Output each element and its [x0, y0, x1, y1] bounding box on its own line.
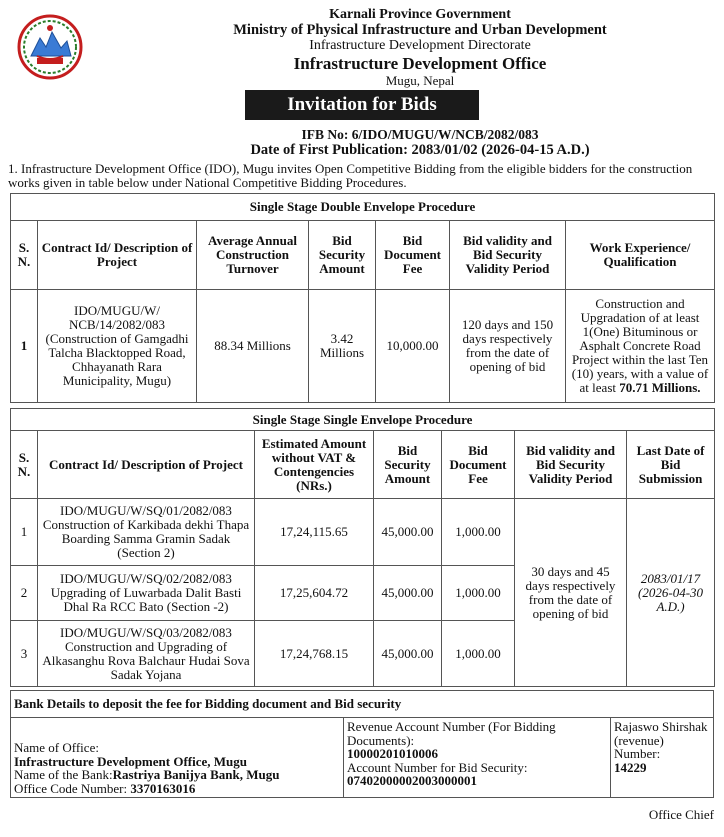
table1-header-security: Bid Security Amount — [309, 221, 376, 290]
row-sn: 2 — [11, 566, 38, 621]
table2-header-validity: Bid validity and Bid Security Validity Period — [515, 431, 627, 499]
row-fee: 10,000.00 — [376, 290, 450, 403]
table-row — [11, 290, 715, 403]
office-bank-cell — [11, 718, 344, 798]
row-fee: 1,000.00 — [442, 621, 515, 687]
table2-header-security: Bid Security Amount — [374, 431, 442, 499]
row-sn: 1 — [11, 290, 38, 403]
row-sn: 1 — [11, 499, 38, 566]
publication-date: Date of First Publication: 2083/01/02 (2026-04-15 A.D.) — [250, 141, 590, 158]
bank-line — [14, 768, 340, 782]
last-date-cell: 2083/01/17 (2026-04-30 A.D.) — [627, 499, 715, 687]
double-envelope-table — [10, 193, 715, 403]
table1-header-fee: Bid Document Fee — [376, 221, 450, 290]
table1-header-desc: Contract Id/ Description of Project — [38, 221, 197, 290]
ifb-number: IFB No: 6/IDO/MUGU/W/NCB/2082/083 — [301, 127, 539, 142]
notice-title: Invitation for Bids — [245, 90, 479, 120]
table2-header-last-date: Last Date of Bid Submission — [627, 431, 715, 499]
validity-cell: 30 days and 45 days respectively from the date of opening of bid — [515, 499, 627, 687]
experience-text: Construction and Upgradation of at least 1(One) Bituminous or Asphalt Concrete Road Project within the last Ten (10) years, with a value of at least — [571, 296, 709, 395]
office-location: Mugu, Nepal — [385, 72, 455, 88]
rajaswo-value: 14229 — [614, 759, 647, 775]
table1-caption: Single Stage Double Envelope Procedure — [11, 194, 715, 221]
double-envelope-table-wrap — [10, 193, 714, 403]
office-value: Infrastructure Development Office, Mugu — [14, 753, 247, 769]
row-turnover: 88.34 Millions — [197, 290, 309, 403]
row-amount: 17,25,604.72 — [255, 566, 374, 621]
row-desc: IDO/MUGU/W/SQ/01/2082/083 Construction of Karkibada dekhi Thapa Boarding Samma Gramin Sadak (Section 2) — [38, 499, 255, 566]
row-security: 45,000.00 — [374, 499, 442, 566]
security-account-label: Account Number for Bid Security: — [347, 759, 528, 775]
row-security: 3.42 Millions — [309, 290, 376, 403]
table2-header-fee: Bid Document Fee — [442, 431, 515, 499]
revenue-value: 10000201010006 — [347, 746, 438, 761]
bank-value: Rastriya Banijya Bank, Mugu — [112, 767, 280, 782]
directorate-name: Infrastructure Development Directorate — [309, 38, 531, 53]
single-envelope-table-wrap — [10, 408, 714, 687]
bank-details — [10, 690, 713, 798]
table2-caption: Single Stage Single Envelope Procedure — [11, 409, 715, 431]
table2-header-sn: S. N. — [11, 431, 38, 499]
government-emblem-icon — [15, 14, 85, 80]
bank-details-table — [10, 690, 714, 798]
table1-header-turnover: Average Annual Construction Turnover — [197, 221, 309, 290]
bank-title: Bank Details to deposit the fee for Bidding document and Bid security — [11, 691, 714, 718]
code-value: 3370163016 — [130, 780, 196, 796]
table2-header-desc: Contract Id/ Description of Project — [38, 431, 255, 499]
accounts-cell — [344, 718, 611, 798]
row-experience — [566, 290, 715, 403]
revenue-label: Revenue Account Number (For Bidding Documents): — [347, 719, 556, 748]
single-envelope-table — [10, 408, 715, 687]
table2-header-amount: Estimated Amount without VAT & Contengencies (NRs.) — [255, 431, 374, 499]
row-amount: 17,24,115.65 — [255, 499, 374, 566]
security-account-value: 07402000002003000001 — [347, 773, 477, 788]
office-label: Name of Office: — [14, 740, 99, 755]
row-desc: IDO/MUGU/W/SQ/02/2082/083 Upgrading of Luwarbada Dalit Basti Dhal Ra RCC Bato (Section -2) — [38, 566, 255, 621]
office-name: Infrastructure Development Office — [293, 53, 547, 73]
ministry-name: Ministry of Physical Infrastructure and Urban Development — [233, 21, 607, 38]
row-fee: 1,000.00 — [442, 499, 515, 566]
row-amount: 17,24,768.15 — [255, 621, 374, 687]
table1-header-validity: Bid validity and Bid Security Validity Period — [450, 221, 566, 290]
row-fee: 1,000.00 — [442, 566, 515, 621]
row-validity: 120 days and 150 days respectively from the date of opening of bid — [450, 290, 566, 403]
table-row — [11, 499, 715, 566]
row-desc: IDO/MUGU/W/SQ/03/2082/083 Construction and Upgrading of Alkasanghu Rova Balchaur Hudai Sova Sadak Yojana — [38, 621, 255, 687]
row-security: 45,000.00 — [374, 621, 442, 687]
experience-value: 70.71 Millions. — [619, 380, 701, 395]
ifb-block — [140, 127, 700, 158]
rajaswo-cell — [611, 718, 714, 798]
code-label: Office Code Number: — [14, 780, 128, 796]
intro-paragraph: 1. Infrastructure Development Office (IDO), Mugu invites Open Competitive Bidding from the eligible bidders for the construction works given in table below under National Competitive Bidding Procedures. — [8, 161, 693, 190]
table1-header-sn: S. N. — [11, 221, 38, 290]
row-sn: 3 — [11, 621, 38, 687]
code-line — [14, 782, 340, 796]
rajaswo-label: Rajaswo Shirshak (revenue) Number: — [614, 719, 708, 761]
row-security: 45,000.00 — [374, 566, 442, 621]
table1-header-experience: Work Experience/ Qualification — [566, 221, 715, 290]
bank-label: Name of the Bank: — [14, 767, 113, 782]
signature: Office Chief — [648, 807, 714, 822]
row-desc: IDO/MUGU/W/ NCB/14/2082/083 (Construction of Gamgadhi Talcha Blacktopped Road, Chhayanath Rara Municipality, Mugu) — [38, 290, 197, 403]
province-name: Karnali Province Government — [329, 7, 511, 22]
header — [140, 7, 700, 88]
